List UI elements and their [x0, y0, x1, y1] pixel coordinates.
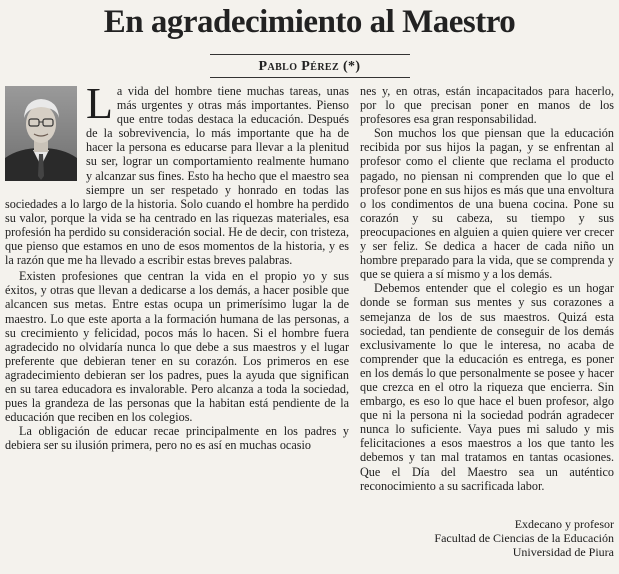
photo-spacer	[5, 84, 86, 184]
drop-cap: L	[86, 79, 113, 128]
right-column	[360, 84, 614, 493]
signature-line-1: Exdecano y profesor	[514, 517, 614, 531]
title-rule-bottom	[210, 77, 410, 78]
paragraph-1-text: a vida del hombre tiene muchas tareas, unas más urgentes y otras más importantes. Pienso que entre todas destaca la educación. Después de la sobrevivencia, lo más importante que ha de hacer la persona es educarse para llevar a la plenitud su ser, lograr un comportamiento realmente humano y alcanzar sus fines. Esto ha hecho que el maestro sea siempre un ser respetado y honrado en todas las sociedades a lo largo de la historia. Solo cuando el hombre ha perdido su valor, porque la vida se ha centrado en las riquezas materiales, esa profesión ha perdido su consideración social. He de decir, con tristeza, que pienso que estamos en uno de esos momentos de la historia, y es la razón que me ha llevado a escribir estas breves palabras.	[5, 84, 349, 268]
article-title: En agradecimiento al Maestro	[103, 4, 516, 40]
author-signature	[360, 517, 614, 559]
paragraph-4: Son muchos los que piensan que la educación recibida por sus hijos la pagan, y se enfrentan al profesor como el cliente que reclama el producto pagado, no piensan ni comprenden que lo que el profesor pone en sus hijos es más que una envoltura o los condimentos de una buena cocina. Pone su corazón y su cabeza, su tiempo y sus preocupaciones en alguien a quien quiere ver crecer y ser feliz. Se dedica a hacer de cada niño un hombre preparado para la vida, que se comprenda y que se quiera a sí mismo y a los demás.	[360, 126, 614, 282]
paragraph-3: La obligación de educar recae principalmente en los padres y debiera ser su ilusión primera, pero no es así en muchas ocasio	[5, 424, 349, 453]
signature-line-3: Universidad de Piura	[512, 545, 614, 559]
article-byline: Pablo Pérez (*)	[258, 59, 361, 74]
paragraph-2: Existen profesiones que centran la vida en el propio yo y sus éxitos, y otras que llevan a dedicarse a los demás, a hacer posible que alcancen sus metas. Entre estas ocupa un primerísimo lugar la de maestro. Lo que este aporta a la formación humana de las personas, a su crecimiento y felicidad, pocos más lo hacen. Si el hombre fuera agradecido no olvidaría nunca lo que debe a sus maestros y el lugar preferente que debieran tener en su corazón. Los primeros en ese agradecimiento debieran ser los padres, pues la ayuda que significan en su tarea educadora es invalorable. Pero alcanza a toda la sociedad, pues la grandeza de las personas que la habitan está pendiente de la educación que reciben en los colegios.	[5, 269, 349, 425]
left-column-flow	[5, 269, 349, 452]
paragraph-5: Debemos entender que el colegio es un hogar donde se forman sus mentes y sus corazones a semejanza de los de sus maestros. Quizá esta sociedad, tan pendiente de conseguir de los demás exclusivamente lo que le interesa, no acaba de comprender que la educación es entrega, es poner en los demás lo que personalmente se posee y hacer que crezca en el otro la riqueza que encierra. Sin embargo, es eso lo que hace el buen profesor, algo que ni la persona ni la sociedad podrán agradecer nunca lo suficiente. Vaya pues mi saludo y mis felicitaciones a esos maestros a los que tanto les debemos y tan mal tratamos en tantas ocasiones. Que el Día del Maestro sea un auténtico reconocimiento a su sacrificada labor.	[360, 281, 614, 493]
signature-line-2: Facultad de Ciencias de la Educación	[434, 531, 614, 545]
title-rule-top	[210, 54, 410, 55]
paragraph-1	[5, 79, 349, 268]
paragraph-3-continued: nes y, en otras, están incapacitados para hacerlo, por lo que precisan poner en manos de los profesores esa gran responsabilidad.	[360, 84, 614, 127]
